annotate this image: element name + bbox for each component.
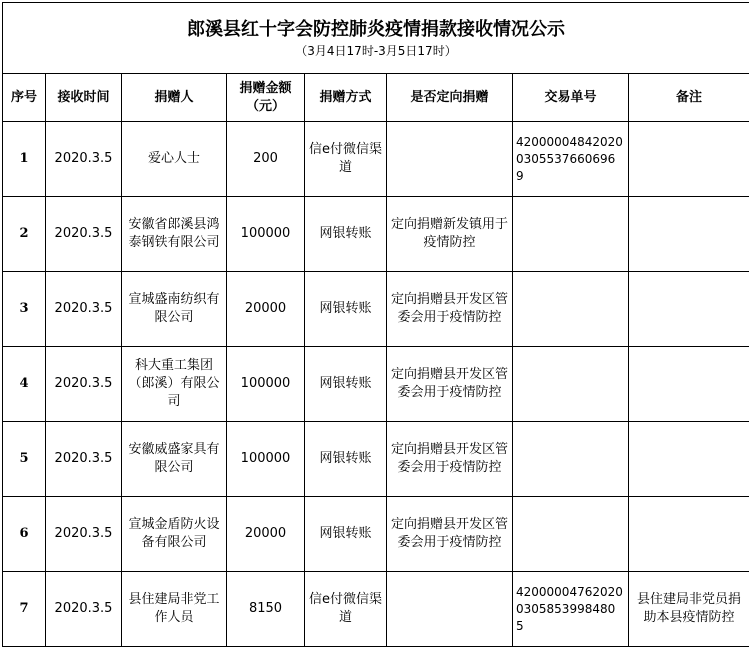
cell-amount: 100000 — [227, 197, 305, 272]
cell-directed: 定向捐赠县开发区管委会用于疫情防控 — [387, 422, 513, 497]
page-title: 郎溪县红十字会防控肺炎疫情捐款接收情况公示 — [187, 19, 565, 40]
header-cell-directed: 是否定向捐赠 — [387, 74, 513, 122]
donation-table — [2, 2, 749, 647]
cell-note — [629, 422, 750, 497]
cell-method: 网银转账 — [305, 497, 387, 572]
header-cell-amount: 捐赠金额（元） — [227, 74, 305, 122]
header-cell-date: 接收时间 — [46, 74, 122, 122]
cell-amount: 200 — [227, 122, 305, 197]
donation-sheet — [2, 2, 749, 653]
cell-amount: 100000 — [227, 347, 305, 422]
cell-txn: 420000048420200305537660696 9 — [513, 122, 629, 197]
cell-no: 1 — [3, 122, 46, 197]
cell-method: 信e付微信渠道 — [305, 572, 387, 647]
cell-donor: 县住建局非党工作人员 — [122, 572, 227, 647]
cell-note — [629, 347, 750, 422]
cell-note — [629, 197, 750, 272]
cell-note — [629, 122, 750, 197]
table-row — [3, 422, 750, 497]
cell-date: 2020.3.5 — [46, 272, 122, 347]
cell-method: 网银转账 — [305, 347, 387, 422]
table-row — [3, 497, 750, 572]
cell-donor: 科大重工集团（郎溪）有限公司 — [122, 347, 227, 422]
cell-no: 2 — [3, 197, 46, 272]
cell-directed: 定向捐赠新发镇用于疫情防控 — [387, 197, 513, 272]
cell-date: 2020.3.5 — [46, 572, 122, 647]
table-row — [3, 347, 750, 422]
cell-txn: 420000047620200305853998480 5 — [513, 572, 629, 647]
cell-directed: 定向捐赠县开发区管委会用于疫情防控 — [387, 497, 513, 572]
cell-directed — [387, 122, 513, 197]
cell-no: 4 — [3, 347, 46, 422]
table-row — [3, 122, 750, 197]
cell-date: 2020.3.5 — [46, 197, 122, 272]
cell-no: 7 — [3, 572, 46, 647]
cell-method: 网银转账 — [305, 422, 387, 497]
cell-note — [629, 497, 750, 572]
header-cell-method: 捐赠方式 — [305, 74, 387, 122]
cell-txn — [513, 497, 629, 572]
cell-method: 信e付微信渠道 — [305, 122, 387, 197]
cell-method: 网银转账 — [305, 272, 387, 347]
header-cell-note: 备注 — [629, 74, 750, 122]
cell-txn — [513, 272, 629, 347]
cell-directed — [387, 572, 513, 647]
cell-directed: 定向捐赠县开发区管委会用于疫情防控 — [387, 272, 513, 347]
cell-directed: 定向捐赠县开发区管委会用于疫情防控 — [387, 347, 513, 422]
cell-txn — [513, 347, 629, 422]
cell-note: 县住建局非党员捐助本县疫情防控 — [629, 572, 750, 647]
cell-amount: 20000 — [227, 497, 305, 572]
title-row — [3, 3, 750, 74]
cell-note — [629, 272, 750, 347]
cell-txn — [513, 422, 629, 497]
page-subtitle: （3月4日17时-3月5日17时） — [295, 44, 457, 58]
cell-donor: 安徽威盛家具有限公司 — [122, 422, 227, 497]
cell-no: 6 — [3, 497, 46, 572]
table-row — [3, 197, 750, 272]
cell-amount: 100000 — [227, 422, 305, 497]
cell-date: 2020.3.5 — [46, 497, 122, 572]
cell-date: 2020.3.5 — [46, 422, 122, 497]
header-cell-txn: 交易单号 — [513, 74, 629, 122]
header-cell-no: 序号 — [3, 74, 46, 122]
cell-no: 3 — [3, 272, 46, 347]
cell-donor: 安徽省郎溪县鸿泰钢铁有限公司 — [122, 197, 227, 272]
table-row — [3, 572, 750, 647]
cell-date: 2020.3.5 — [46, 347, 122, 422]
cell-amount: 8150 — [227, 572, 305, 647]
cell-date: 2020.3.5 — [46, 122, 122, 197]
cell-amount: 20000 — [227, 272, 305, 347]
header-row — [3, 74, 750, 122]
cell-method: 网银转账 — [305, 197, 387, 272]
cell-donor: 宣城金盾防火设备有限公司 — [122, 497, 227, 572]
title-cell — [3, 3, 750, 74]
cell-no: 5 — [3, 422, 46, 497]
cell-donor: 爱心人士 — [122, 122, 227, 197]
cell-txn — [513, 197, 629, 272]
table-row — [3, 272, 750, 347]
header-cell-donor: 捐赠人 — [122, 74, 227, 122]
cell-donor: 宣城盛南纺织有限公司 — [122, 272, 227, 347]
